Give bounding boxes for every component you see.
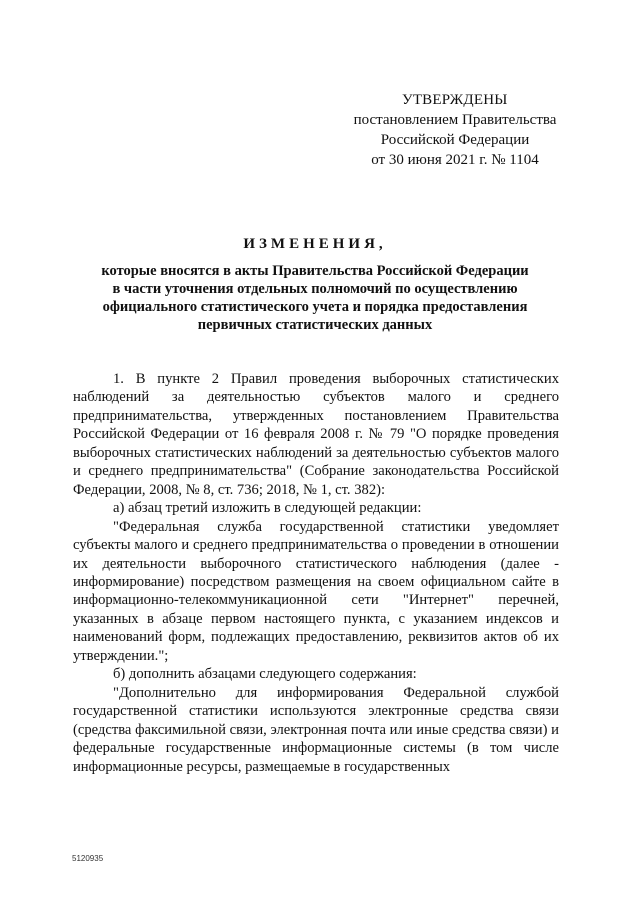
paragraph-quoted-addition: "Дополнительно для информирования Федеральной службой государственной статистики используются электронные средства связи (средства факсимильной связи, электронная почта или иные средства связи) и федеральные государственные информационные системы (в том числе информационные ресурсы, размещаемые в государственных: [73, 684, 559, 775]
approval-heading: УТВЕРЖДЕНЫ: [402, 92, 508, 108]
paragraph-quoted-text: "Федеральная служба государственной статистики уведомляет субъекты малого и среднего предпринимательства о проведении в отношении их деятельности выборочного статистического наблюдения (далее - информирование) посредством размещения на своем официальном сайте в информационно-телекоммуникационной сети "Интернет" перечней, указанных в абзаце первом настоящего пункта, с указанием индексов и наименований форм, подлежащих предоставлению, реквизитов актов об их утверждении.";: [73, 518, 559, 664]
subtitle-line: официального статистического учета и порядка предоставления: [102, 299, 528, 315]
subtitle-line: в части уточнения отдельных полномочий по осуществлению: [112, 281, 518, 297]
approval-date-number: от 30 июня 2021 г. № 1104: [371, 152, 539, 168]
document-subtitle: [70, 262, 560, 334]
approval-line-1: постановлением Правительства: [353, 112, 557, 128]
paragraph-item-1: 1. В пункте 2 Правил проведения выборочных статистических наблюдений за деятельностью субъектов малого и среднего предпринимательства, утвержденных постановлением Правительства Российской Федерации от 16 февраля 2008 г. № 79 "О порядке проведения выборочных статистических наблюдений за деятельностью субъектов малого и среднего предпринимательства" (Собрание законодательства Российской Федерации, 2008, № 8, ст. 736; 2018, № 1, ст. 382):: [73, 371, 559, 498]
approval-block: [350, 90, 560, 170]
approval-line-2: Российской Федерации: [380, 132, 530, 148]
paragraph-subitem-a: а) абзац третий изложить в следующей редакции:: [113, 500, 422, 517]
subtitle-line: первичных статистических данных: [197, 317, 433, 333]
document-body: [73, 370, 559, 776]
document-title: ИЗМЕНЕНИЯ,: [243, 236, 387, 252]
paragraph-subitem-b: б) дополнить абзацами следующего содержания:: [113, 666, 417, 683]
document-code: 5120935: [72, 854, 104, 863]
subtitle-line: которые вносятся в акты Правительства Российской Федерации: [101, 263, 529, 279]
